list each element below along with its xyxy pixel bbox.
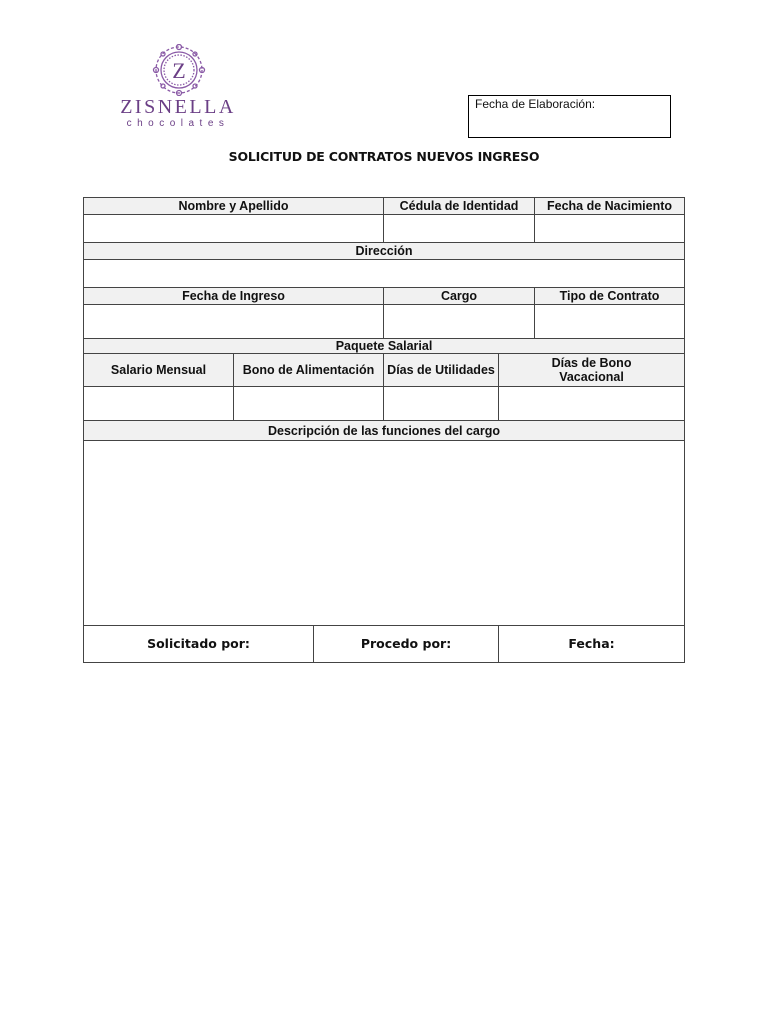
header-profit-days: Días de Utilidades (384, 354, 499, 387)
header-food-bonus: Bono de Alimentación (234, 354, 384, 387)
food-bonus-field[interactable] (234, 387, 384, 421)
document-title: SOLICITUD DE CONTRATOS NUEVOS INGRESO (228, 149, 540, 164)
logo-letter: Z (172, 58, 186, 83)
elaboration-date-label: Fecha de Elaboración: (475, 97, 596, 111)
header-id-number: Cédula de Identidad (384, 198, 535, 215)
address-field[interactable] (84, 260, 685, 288)
header-contract-type: Tipo de Contrato (535, 288, 685, 305)
position-field[interactable] (384, 305, 535, 339)
birth-date-field[interactable] (535, 215, 685, 243)
requested-by-label: Solicitado por: (147, 636, 250, 651)
header-salary-package: Paquete Salarial (84, 339, 685, 354)
requested-by-field[interactable] (84, 626, 314, 663)
start-date-field[interactable] (84, 305, 384, 339)
signature-date-field[interactable] (499, 626, 685, 663)
processed-by-label: Procedo por: (360, 636, 452, 651)
header-birth-date: Fecha de Nacimiento (535, 198, 685, 215)
contract-type-field[interactable] (535, 305, 685, 339)
elaboration-date-field[interactable] (468, 95, 671, 138)
header-start-date: Fecha de Ingreso (84, 288, 384, 305)
header-address: Dirección (84, 243, 685, 260)
header-full-name: Nombre y Apellido (84, 198, 384, 215)
signature-date-label: Fecha: (568, 636, 615, 651)
logo-tagline: chocolates (126, 118, 230, 129)
header-job-description: Descripción de las funciones del cargo (84, 421, 685, 441)
profit-days-field[interactable] (384, 387, 499, 421)
vacation-bonus-days-field[interactable] (499, 387, 685, 421)
contract-request-form (83, 197, 685, 663)
job-description-field[interactable] (84, 441, 685, 626)
processed-by-field[interactable] (314, 626, 499, 663)
full-name-field[interactable] (84, 215, 384, 243)
monthly-salary-field[interactable] (84, 387, 234, 421)
logo-emblem-icon (140, 44, 218, 96)
header-vacation-bonus-days: Días de Bono Vacacional (499, 354, 685, 387)
id-number-field[interactable] (384, 215, 535, 243)
logo-name: ZISNELLA (120, 96, 236, 118)
header-monthly-salary: Salario Mensual (84, 354, 234, 387)
company-logo (104, 44, 254, 134)
header-position: Cargo (384, 288, 535, 305)
